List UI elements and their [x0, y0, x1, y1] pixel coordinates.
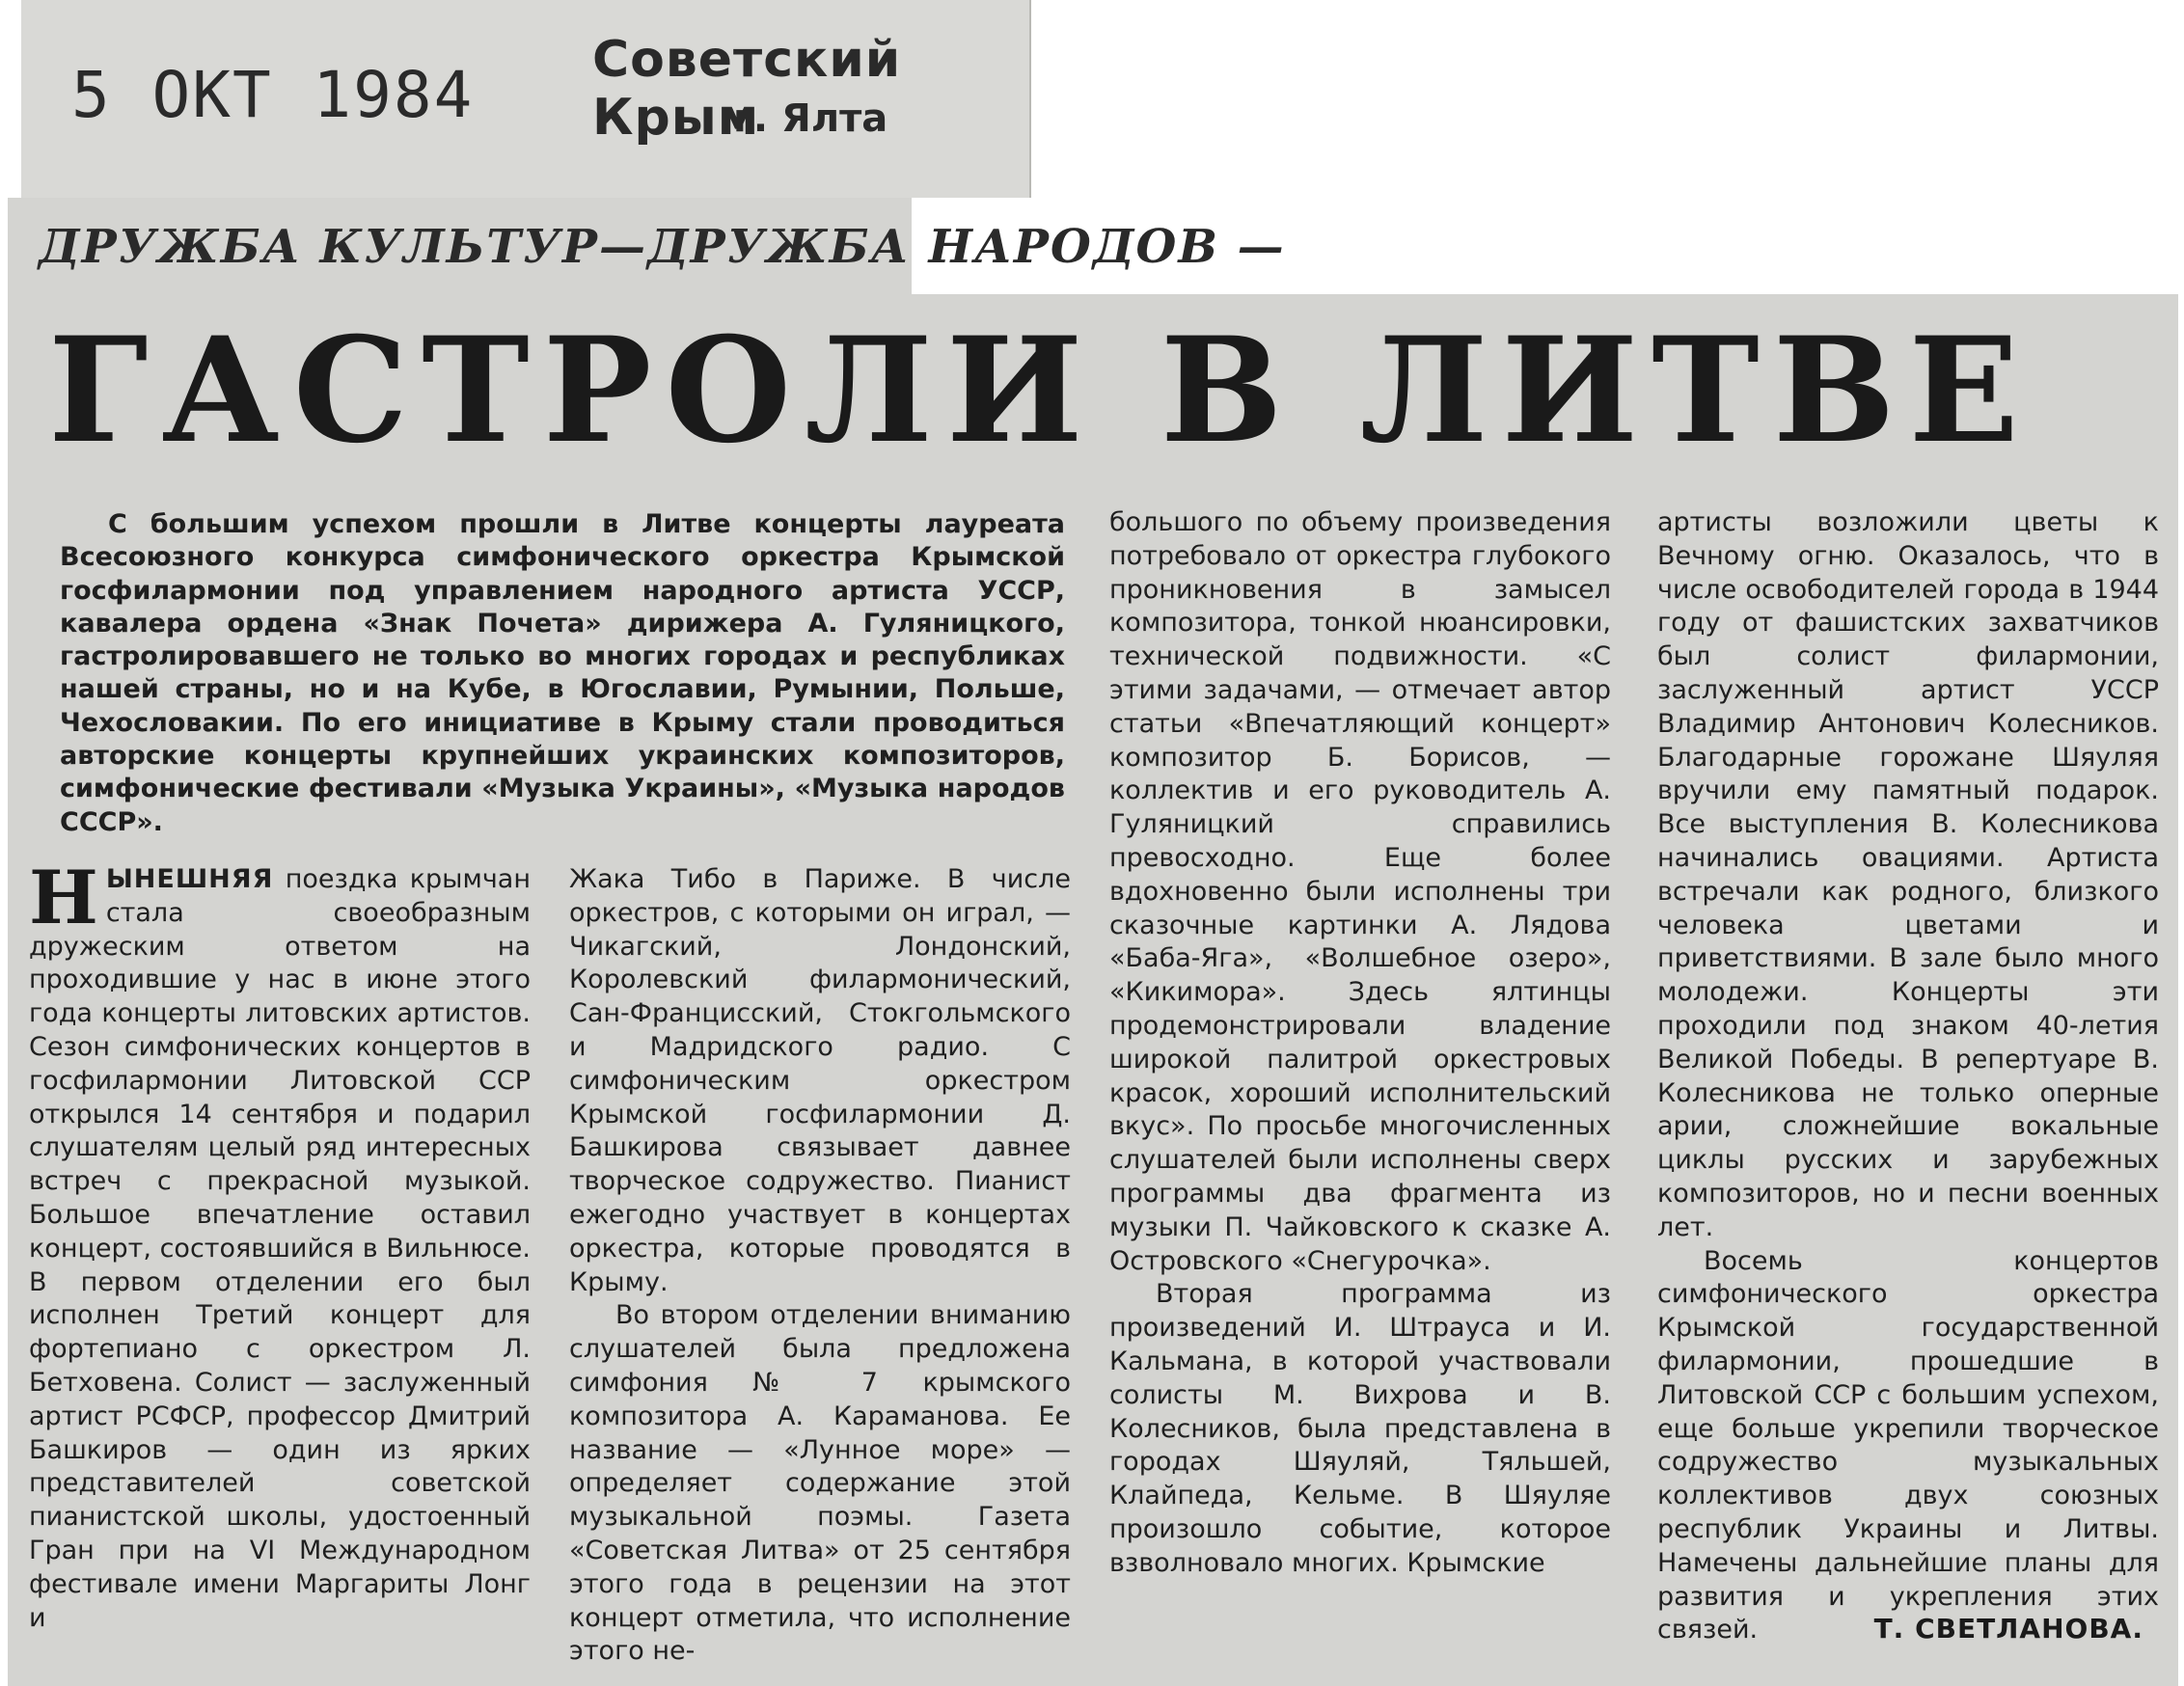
column-3-paragraph-1: большого по объему произведения потребовало от оркестра глубокого проникновения в замысел композитора, тонкой нюансировки, технической подвижности. «С этими задачами, — отмечает автор статьи «Впечатляющий концерт» композитор Б. Борисов, — коллектив и его руководитель А. Гуляницкий справились превосходно. Еще более вдохновенно были исполнены три сказочные картинки А. Лядова «Баба-Яга», «Волшебное озеро», «Кикимора». Здесь ялтинцы продемонстрировали владение широкой палитрой оркестровых красок, хороший исполнительский вкус». По просьбе многочисленных слушателей были исполнены сверх программы два фрагмента из музыки П. Чайковского к сказке А. Островского «Снегурочка».	[1109, 507, 1611, 1276]
lead-paragraph	[60, 508, 1065, 839]
stamp-clipping	[21, 0, 1031, 198]
first-word: ЫНЕШНЯЯ	[105, 864, 274, 894]
column-1-paragraph-1	[29, 855, 531, 1635]
column-2-paragraph-1: Жака Тибо в Париже. В числе оркестров, с которыми он играл, — Чикагский, Лондонский, Королевский филармонический, Сан-Францисский, Стокгольмского и Мадридского радио. С симфоническим оркестром Крымской госфилармонии Д. Башкирова связывает давнее творческое содружество. Пианист ежегодно участвует в концертах оркестра, которые проводятся в Крыму.	[569, 864, 1071, 1297]
drop-cap: Н	[29, 855, 98, 940]
column-4-paragraph-2: Восемь концертов симфонического оркестра Крымской государственной филармонии, прошедшие в Литовской ССР с большим успехом, еще больше укрепили творческое содружество музыкальных коллективов двух союзных республик Украины и Литвы. Намечены дальнейшие планы для развития и укрепления этих связей.	[1657, 1245, 2159, 1645]
article-column-1	[29, 855, 531, 1635]
column-4-paragraph-1: артисты возложили цветы к Вечному огню. Оказалось, что в числе освободителей города в 1944 году от фашистских захватчиков был солист филармонии, заслуженный артист УССР Владимир Антонович Колесников. Благодарные горожане Шяуляя вручили ему памятный подарок. Все выступления В. Колесникова начинались овациями. Артиста встречали как родного, близкого человека цветами и приветствиями. В зале было много молодежи. Концерты эти проходили под знаком 40-летия Великой Победы. В репертуаре В. Колесникова не только оперные арии, сложнейшие вокальные циклы русских и зарубежных композиторов, но и песни военных лет.	[1657, 507, 2159, 1242]
stamp-city: г. Ялта	[733, 96, 888, 141]
article-column-2	[569, 863, 1071, 1669]
article-column-3	[1109, 506, 1611, 1581]
stamp-newspaper-name: Советский Крым	[592, 31, 902, 147]
column-1-text: поездка крымчан стала своеобразным дружеским ответом на проходившие у нас в июне этого года концерты литовских артистов. Сезон симфонических концертов в госфилармонии Литовской ССР открылся 14 сентября и подарил слушателям целый ряд интересных встреч с прекрасной музыкой. Большое впечатление оставил концерт, состоявшийся в Вильнюсе. В первом отделении его был исполнен Третий концерт для фортепиано с оркестром Л. Бетховена. Солист — заслуженный артист РСФСР, профессор Дмитрий Башкиров — один из ярких представителей советской пианистской школы, удостоенный Гран при на VI Международном фестивале имени Маргариты Лонг и	[29, 864, 531, 1633]
stamp-date: 5 ОКТ 1984	[71, 58, 475, 132]
author-signature: Т. СВЕТЛАНОВА.	[1873, 1613, 2143, 1645]
column-3-paragraph-2: Вторая программа из произведений И. Штрауса и И. Кальмана, в которой участвовали солисты М. Вихрова и В. Колесников, была представлена в городах Шяуляй, Тяльшей, Клайпеда, Кельме. В Шяуляе произошло событие, которое взволновало многих. Крымские	[1109, 1279, 1611, 1578]
column-2-paragraph-2: Во втором отделении вниманию слушателей была предложена симфония № 7 крымского композитора А. Караманова. Ее название — «Лунное море» — определяет содержание этой музыкальной поэмы. Газета «Советская Литва» от 25 сентября этого года в рецензии на этот концерт отметила, что исполнение этого не-	[569, 1300, 1071, 1667]
headline: ГАСТРОЛИ В ЛИТВЕ	[48, 306, 2033, 476]
article-column-4	[1657, 506, 2159, 1647]
rubric: ДРУЖБА КУЛЬТУР—ДРУЖБА НАРОДОВ —	[39, 220, 1286, 274]
lead-text: С большим успехом прошли в Литве концерты лауреата Всесоюзного конкурса симфонического оркестра Крымской госфилармонии под управлением народного артиста УССР, кавалера ордена «Знак Почета» дирижера А. Гуляницкого, гастролировавшего не только во многих городах и республиках нашей страны, но и на Кубе, в Югославии, Румынии, Польше, Чехословакии. По его инициативе в Крыму стали проводиться авторские концерты крупнейших украинских композиторов, симфонические фестивали «Музыка Украины», «Музыка народов СССР».	[60, 509, 1065, 837]
